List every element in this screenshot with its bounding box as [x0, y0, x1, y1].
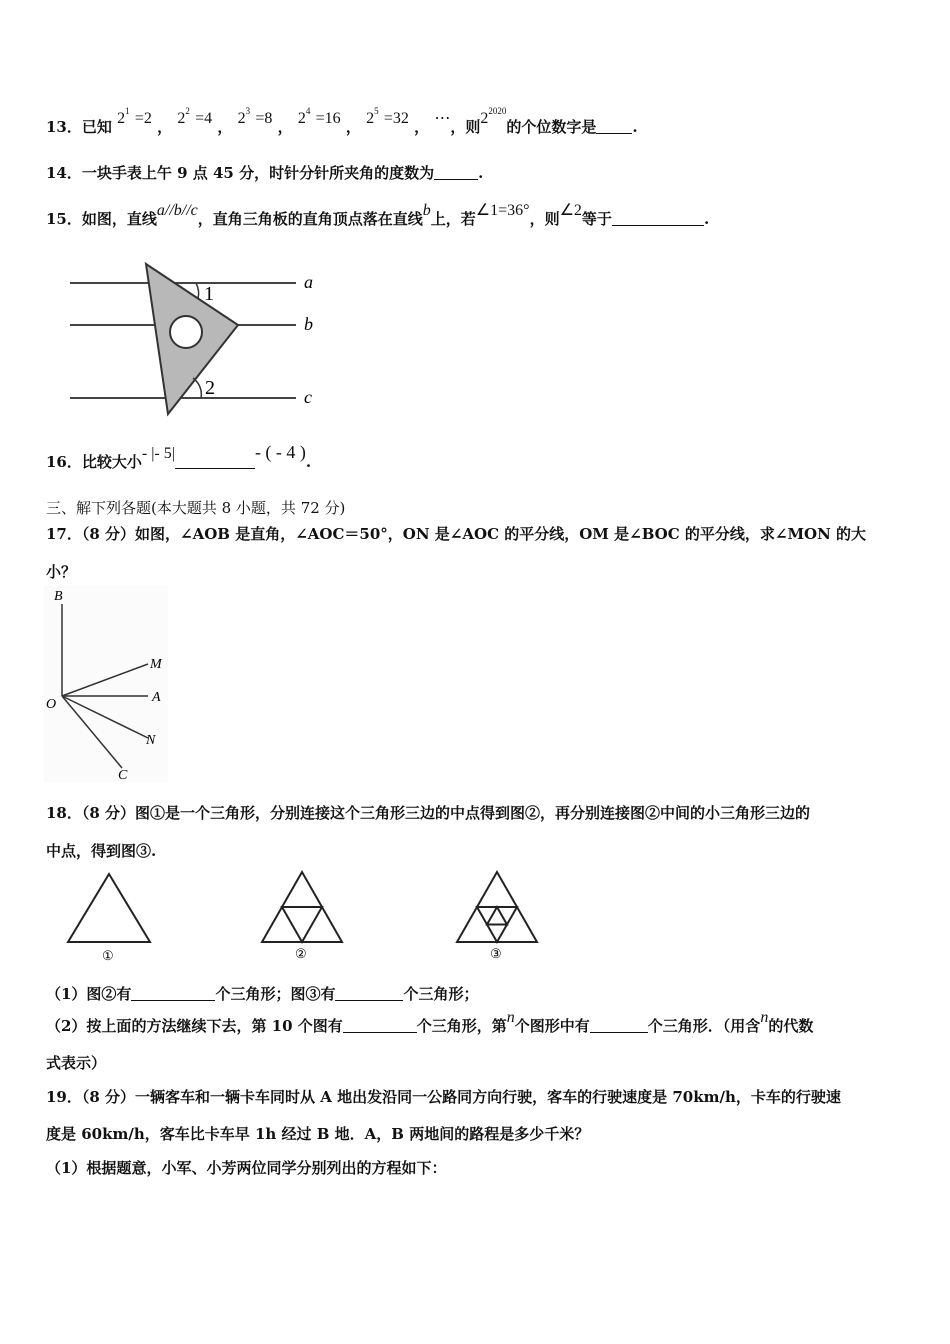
q18-sub1-c: 个三角形；	[403, 985, 479, 1003]
q17-line-2-text: 小？	[46, 563, 77, 581]
question-18-sub-1	[46, 983, 478, 1004]
q19-line-2-text: 度是 60km/h，客车比卡车早 1h 经过 B 地．A，B 两地间的路程是多少千米？	[46, 1125, 590, 1143]
figure-2-label: ②	[295, 946, 307, 961]
question-19-line-1	[46, 1086, 841, 1107]
question-15	[46, 202, 710, 229]
label-A: A	[152, 690, 161, 705]
q15-mid2: 上，若	[430, 210, 476, 228]
q18-sub2-e: 的代数	[768, 1017, 814, 1035]
q18-sub2-blank-1[interactable]	[343, 1018, 417, 1033]
question-14	[46, 162, 483, 183]
q15-prefix: 15．如图，直线	[46, 210, 157, 228]
q13-e5-exp: 5	[374, 106, 379, 116]
q15-mid3: ，则	[529, 210, 560, 228]
q18-line-1-text: 18．（8 分）图①是一个三角形，分别连接这个三角形三边的中点得到图②，再分别连接图②中间的小三角形三边的	[46, 804, 811, 822]
q13-target	[480, 106, 507, 127]
q18-sub2-blank-2[interactable]	[590, 1018, 648, 1033]
label-N: N	[146, 733, 156, 748]
q13-e1-base: 2	[117, 110, 126, 127]
q13-comma-4: ，	[345, 118, 361, 136]
q15-end: .	[703, 210, 710, 228]
figure-2-inner	[282, 907, 322, 942]
q18-sub2-a: （2）按上面的方法继续下去，第 10 个图有	[46, 1017, 343, 1035]
q13-comma-5: ，	[414, 118, 430, 136]
label-c: c	[304, 387, 312, 407]
q13-e4-val: =16	[315, 110, 341, 127]
q18-figures	[60, 868, 550, 968]
figure-1-triangle	[68, 874, 150, 942]
set-square-hole	[170, 316, 202, 348]
q16-end: .	[305, 453, 312, 471]
q13-e5-val: =32	[383, 110, 409, 127]
q13-suffix: 的个位数字是	[506, 118, 597, 136]
q18-sub1-blank-2[interactable]	[335, 986, 403, 1001]
q18-line-cont: 式表示）	[46, 1054, 107, 1072]
figure-1-label: ①	[102, 948, 114, 963]
q17-figure	[44, 586, 168, 782]
q16-right-expr: - ( - 4 )	[254, 442, 306, 462]
q13-power-4	[297, 106, 346, 127]
label-2: 2	[205, 377, 215, 399]
q19-sub1-text: （1）根据题意，小军、小芳两位同学分别列出的方程如下：	[46, 1159, 447, 1177]
q18-sub1-b: 个三角形；图③有	[215, 985, 336, 1003]
q18-sub2-n2: n	[760, 1009, 769, 1026]
q15-line-b: b	[422, 202, 431, 219]
q17-line-1-text: 17．（8 分）如图，∠AOB 是直角，∠AOC＝50°，ON 是∠AOC 的平分线，OM 是∠BOC 的平分线，求∠MON 的大	[46, 525, 867, 543]
question-18-line-2	[46, 840, 156, 861]
q13-e4-base: 2	[297, 110, 306, 127]
q13-comma-1: ，	[157, 118, 173, 136]
question-18-sub-2-cont	[46, 1052, 106, 1073]
question-13	[46, 106, 638, 137]
q14-answer-blank[interactable]	[434, 165, 478, 180]
q16-answer-blank[interactable]	[175, 454, 255, 469]
q15-suffix: 等于	[581, 210, 612, 228]
q18-sub2-b: 个三角形，第	[416, 1017, 507, 1035]
q13-target-base: 2	[480, 110, 489, 127]
q18-sub2-n: n	[506, 1009, 515, 1026]
q13-prefix: 13．已知	[46, 118, 112, 136]
q13-then: ，则	[450, 118, 481, 136]
q15-angle-1: ∠1=36°	[475, 202, 530, 219]
q16-left-expr: - |- 5|	[141, 445, 175, 462]
question-17-line-2	[46, 561, 76, 582]
q13-e5-base: 2	[366, 110, 375, 127]
label-C: C	[118, 768, 128, 782]
q13-powers	[117, 106, 157, 127]
q13-e2-exp: 2	[185, 106, 190, 116]
question-19-line-2	[46, 1123, 589, 1144]
angle-1-arc	[196, 283, 199, 298]
q13-e3-exp: 3	[245, 106, 251, 116]
q15-lines-expr: a//b//c	[156, 202, 198, 219]
label-b: b	[304, 314, 313, 334]
q14-text: 14．一块手表上午 9 点 45 分，时针分针所夹角的度数为	[46, 164, 435, 182]
label-O: O	[46, 697, 57, 712]
q13-power-2	[177, 106, 217, 127]
q13-comma-2: ，	[217, 118, 233, 136]
q19-line-1-text: 19．（8 分）一辆客车和一辆卡车同时从 A 地出发沿同一公路同方向行驶，客车的行驶速度是 70km/h，卡车的行驶速	[46, 1088, 841, 1106]
q14-end: .	[478, 164, 484, 182]
figure-3-label: ③	[490, 946, 502, 961]
figure-3-innermost	[487, 907, 507, 925]
q13-power-5	[366, 106, 414, 127]
label-M: M	[150, 657, 162, 672]
q13-ellipsis: ⋯	[434, 110, 451, 127]
q18-line-2-text: 中点，得到图③.	[46, 842, 157, 860]
question-18-sub-2	[46, 1009, 814, 1036]
q18-sub1-blank-1[interactable]	[131, 986, 215, 1001]
q13-power-3	[237, 106, 278, 127]
q13-end: .	[632, 118, 638, 136]
question-17-line-1	[46, 523, 866, 544]
section-3-title	[46, 497, 345, 518]
q15-mid: ，直角三角板的直角顶点落在直线	[197, 210, 423, 228]
label-1: 1	[204, 283, 214, 305]
label-a: a	[304, 272, 313, 292]
q18-sub2-d: 个三角形．（用含	[647, 1017, 761, 1035]
question-19-sub-1	[46, 1157, 446, 1178]
q13-answer-blank[interactable]	[596, 119, 632, 134]
question-18-line-1	[46, 802, 810, 823]
q13-e4-exp: 4	[305, 106, 311, 116]
q15-angle-2: ∠2	[559, 202, 582, 219]
q13-target-exp: 2020	[488, 106, 507, 116]
q16-prefix: 16．比较大小	[46, 453, 142, 471]
q18-sub1-a: （1）图②有	[46, 985, 132, 1003]
q13-comma-3: ，	[277, 118, 293, 136]
q13-e2-val: =4	[195, 110, 213, 127]
q13-e1-exp: 1	[125, 106, 130, 116]
q15-answer-blank[interactable]	[612, 211, 704, 226]
q18-sub2-c: 个图形中有	[514, 1017, 590, 1035]
question-16	[46, 442, 312, 472]
q15-figure	[68, 258, 328, 418]
label-B: B	[54, 589, 63, 604]
q13-e2-base: 2	[177, 110, 186, 127]
q13-e3-val: =8	[255, 110, 273, 127]
section-3-title-text: 三、解下列各题(本大题共 8 小题，共 72 分)	[46, 499, 346, 517]
q13-e1-val: =2	[134, 110, 152, 127]
q13-e3-base: 2	[237, 110, 246, 127]
